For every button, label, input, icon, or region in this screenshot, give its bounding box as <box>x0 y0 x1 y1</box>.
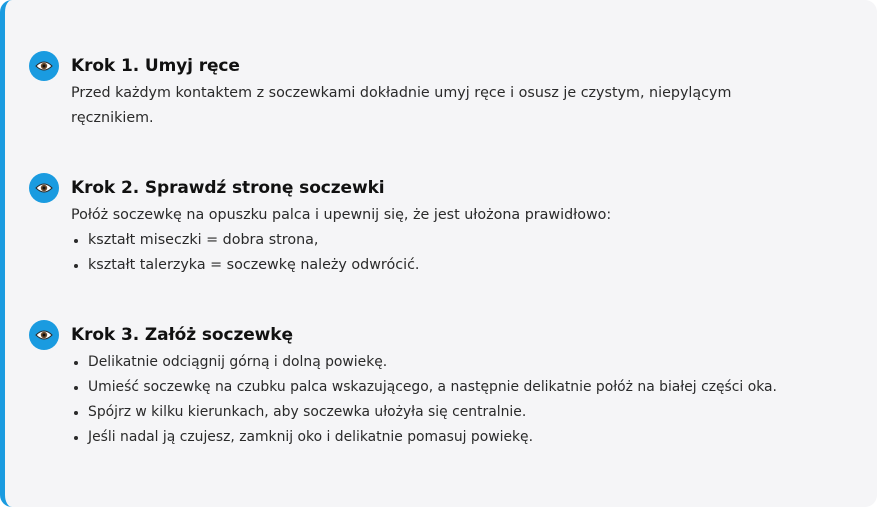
list-item: Spójrz w kilku kierunkach, aby soczewka ułożyła się centralnie. <box>71 400 867 425</box>
eye-icon <box>29 173 59 203</box>
step-3 <box>29 321 867 450</box>
step-2-description: Połóż soczewkę na opuszku palca i upewnij się, że jest ułożona prawidłowo: <box>71 207 612 223</box>
step-2-content <box>71 203 867 278</box>
list-item: Delikatnie odciągnij górną i dolną powiekę. <box>71 350 867 375</box>
eye-icon <box>29 320 59 350</box>
step-2-header <box>29 174 867 202</box>
list-item: kształt talerzyka = soczewkę należy odwrócić. <box>71 253 867 278</box>
step-1-header <box>29 52 867 80</box>
eye-icon <box>29 51 59 81</box>
step-3-header <box>29 321 867 349</box>
step-3-title: Krok 3. Załóż soczewkę <box>71 325 293 345</box>
step-2-title: Krok 2. Sprawdź stronę soczewki <box>71 178 385 198</box>
step-1 <box>29 52 867 131</box>
step-3-content <box>71 350 867 450</box>
step-1-title: Krok 1. Umyj ręce <box>71 56 240 76</box>
list-item: Jeśli nadal ją czujesz, zamknij oko i delikatnie pomasuj powiekę. <box>71 425 867 450</box>
step-2 <box>29 174 867 278</box>
list-item: Umieść soczewkę na czubku palca wskazującego, a następnie delikatnie połóż na białej części oka. <box>71 375 867 400</box>
list-item: kształt miseczki = dobra strona, <box>71 228 867 253</box>
step-1-description: Przed każdym kontaktem z soczewkami dokładnie umyj ręce i osusz je czystym, niepylącym ręcznikiem. <box>71 85 732 126</box>
